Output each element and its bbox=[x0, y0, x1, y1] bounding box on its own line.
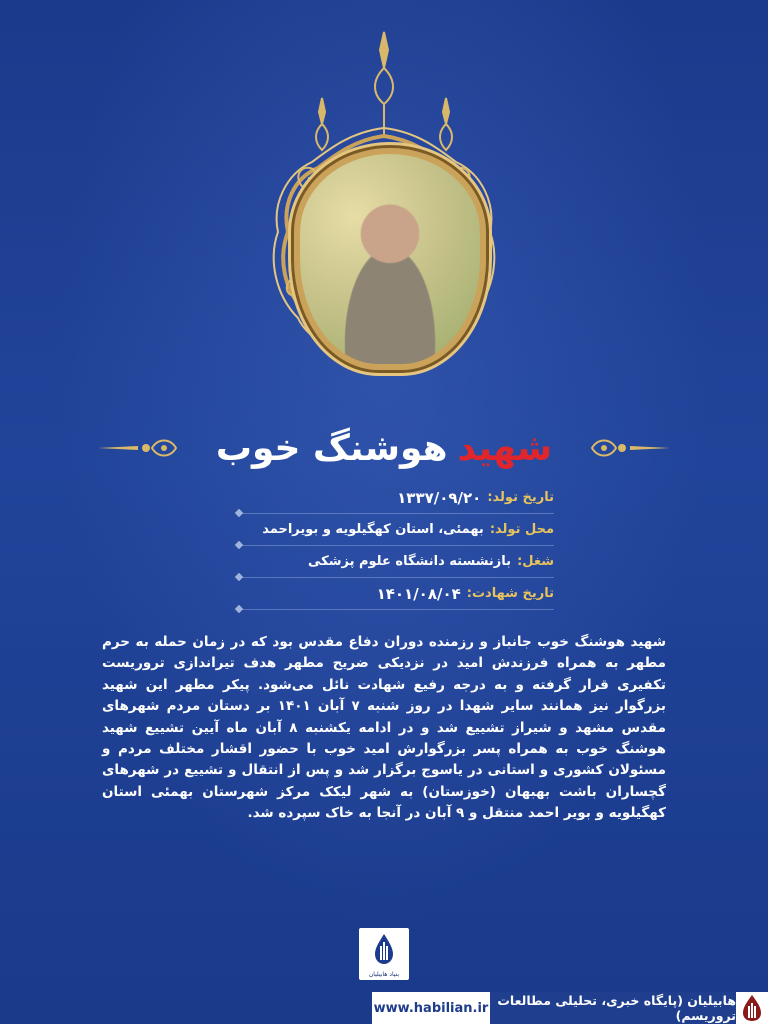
title-prefix: شهید bbox=[457, 427, 553, 469]
info-value: ۱۴۰۱/۰۸/۰۴ bbox=[376, 584, 461, 603]
info-label: شغل: bbox=[517, 554, 554, 569]
org-name: هابیلیان (پایگاه خبری، تحلیلی مطالعات تروریسم) bbox=[490, 992, 736, 1024]
habilian-small-emblem-icon bbox=[736, 992, 768, 1024]
info-label: محل تولد: bbox=[489, 522, 554, 537]
habilian-emblem-icon bbox=[367, 932, 401, 966]
footer-logo bbox=[736, 992, 768, 1024]
info-row-birth-date bbox=[236, 482, 554, 514]
info-row-occupation bbox=[236, 546, 554, 578]
habilian-logo bbox=[359, 928, 409, 980]
info-value: ۱۳۳۷/۰۹/۲۰ bbox=[397, 488, 482, 507]
info-label: تاریخ تولد: bbox=[487, 490, 554, 505]
title-name: هوشنگ خوب bbox=[215, 427, 448, 469]
biography-text: شهید هوشنگ خوب جانباز و رزمنده دوران دفاع مقدس بود که در زمان حمله به حرم مطهر به همراه فرزندش امید در نزدیکی ضریح مطهر هدف تیراندازی تروریست تکفیری قرار گرفته و به درجه رفیع شهادت نائل می‌شود. پیکر مطهر این شهید بزرگوار نیز همانند سایر شهدا در روز شنبه ۷ آبان ۱۴۰۱ بر دستان مردم شهرهای مقدس مشهد و شیراز تشییع شد و در ادامه یکشنبه ۸ آبان ماه آیین تشییع شهید هوشنگ خوب به همراه پسر بزرگوارش امید خوب با حضور اقشار مختلف مردم و مسئولان کشوری و استانی در یاسوج برگزار شد و پس از انتقال و تشییع در شهرهای گچساران باشت بهبهان (خوزستان) به شهر لیکک مرکز شهرستان بهمئی استان کهگیلویه و بویر احمد منتقل و ۹ آبان در آنجا به خاک سپرده شد. bbox=[102, 634, 666, 822]
info-label: تاریخ شهادت: bbox=[466, 586, 554, 601]
martyr-portrait bbox=[294, 148, 486, 370]
footer-bar bbox=[0, 992, 768, 1024]
logo-caption: بنیاد هابیلیان bbox=[368, 971, 400, 978]
ornamental-frame bbox=[264, 28, 504, 368]
info-row-birth-place bbox=[236, 514, 554, 546]
title-ornament-right-icon bbox=[590, 436, 670, 460]
website-link[interactable]: www.habilian.ir bbox=[372, 992, 490, 1024]
info-value: بهمئی، استان کهگیلویه و بویراحمد bbox=[262, 522, 484, 537]
info-value: بازنشسته دانشگاه علوم پزشکی bbox=[308, 554, 512, 569]
info-row-martyrdom-date bbox=[236, 578, 554, 610]
info-table bbox=[236, 482, 554, 610]
